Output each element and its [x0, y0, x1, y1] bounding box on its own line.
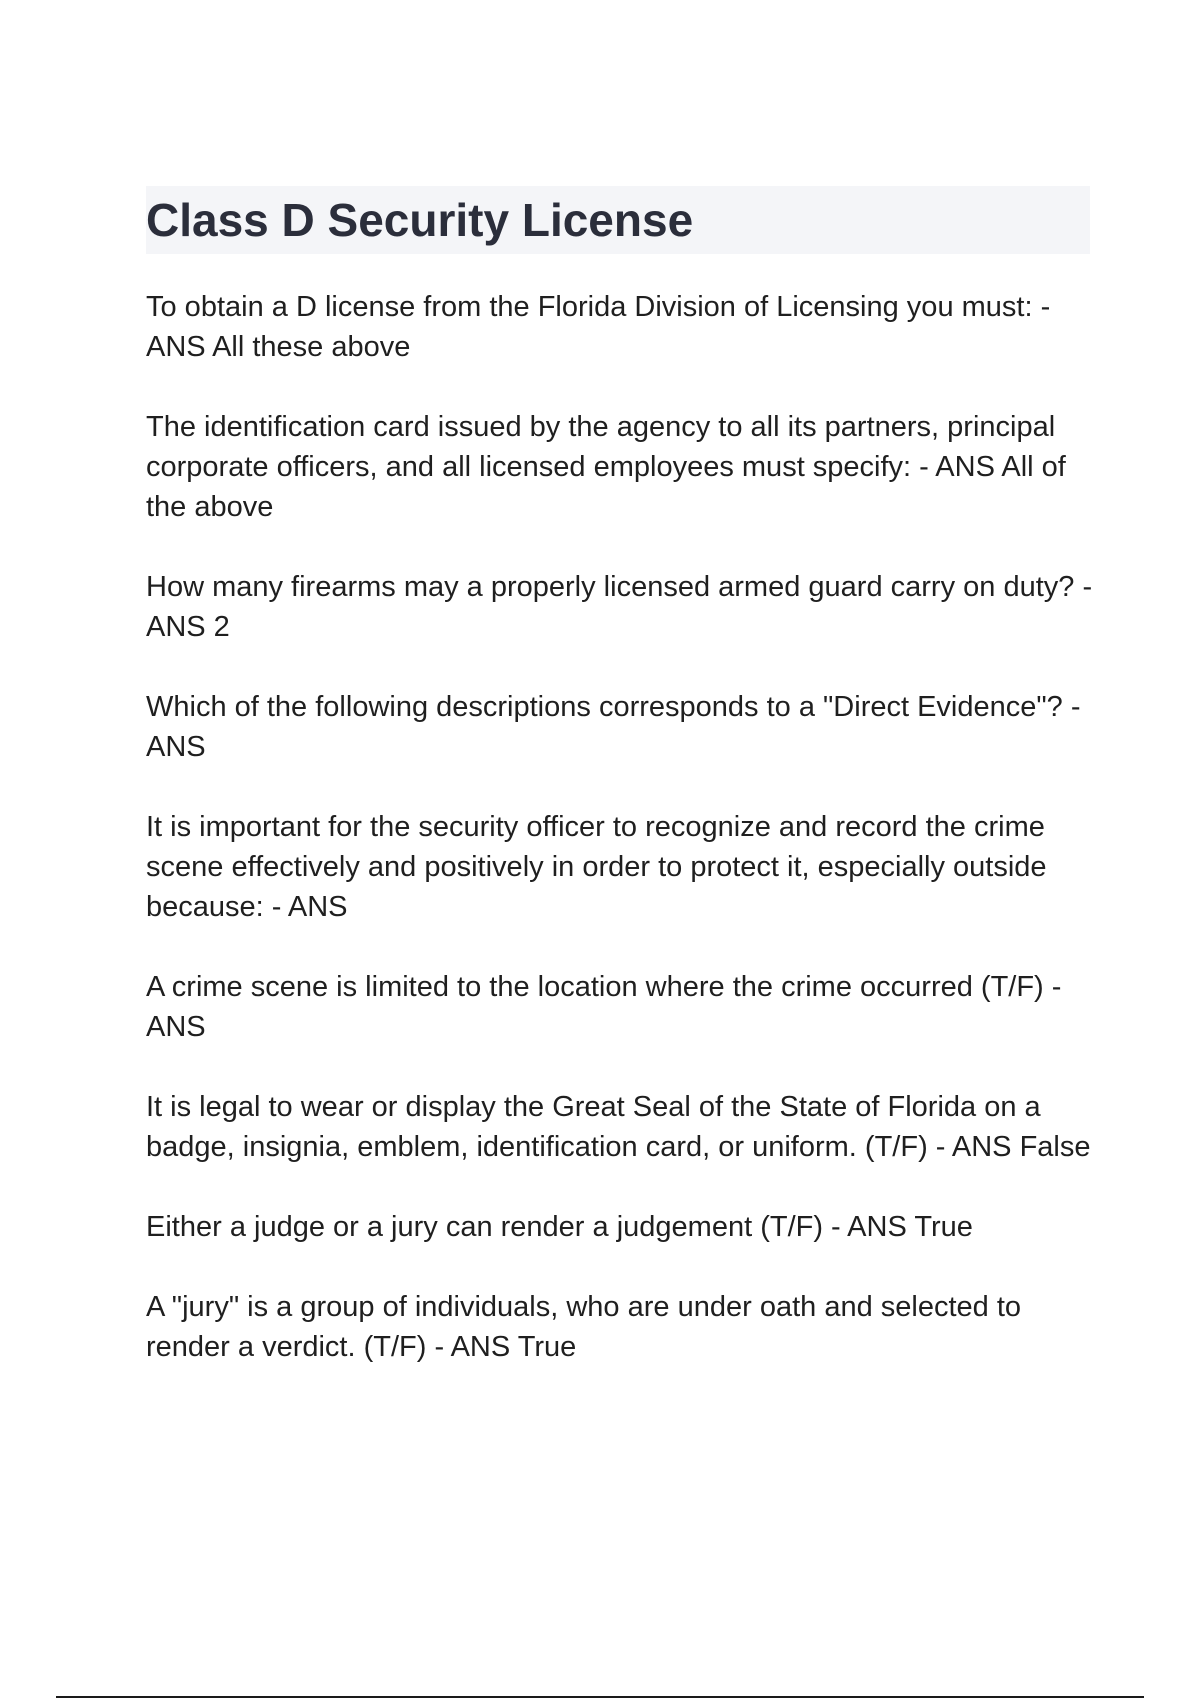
qa-item: A "jury" is a group of individuals, who are under oath and selected to render a verdict. (T/F) - ANS True	[146, 1291, 1022, 1363]
qa-item: How many firearms may a properly licensed armed guard carry on duty? - ANS 2	[146, 571, 1093, 643]
qa-item: Which of the following descriptions corresponds to a "Direct Evidence"? - ANS	[146, 691, 1081, 763]
qa-item: It is important for the security officer to recognize and record the crime scene effectively and positively in order to protect it, especially outside because: - ANS	[146, 811, 1047, 923]
qa-item: It is legal to wear or display the Great Seal of the State of Florida on a badge, insignia, emblem, identification card, or uniform. (T/F) - ANS False	[146, 1091, 1091, 1163]
qa-item: Either a judge or a jury can render a judgement (T/F) - ANS True	[146, 1211, 973, 1243]
page-bottom-rule	[56, 1696, 1144, 1698]
document-title: Class D Security License	[146, 194, 694, 246]
question-answer-list	[146, 287, 1096, 1407]
qa-item: A crime scene is limited to the location where the crime occurred (T/F) - ANS	[146, 971, 1062, 1043]
qa-item: The identification card issued by the agency to all its partners, principal corporate officers, and all licensed employees must specify: - ANS All of the above	[146, 411, 1066, 523]
qa-item: To obtain a D license from the Florida Division of Licensing you must: - ANS All these above	[146, 291, 1051, 363]
